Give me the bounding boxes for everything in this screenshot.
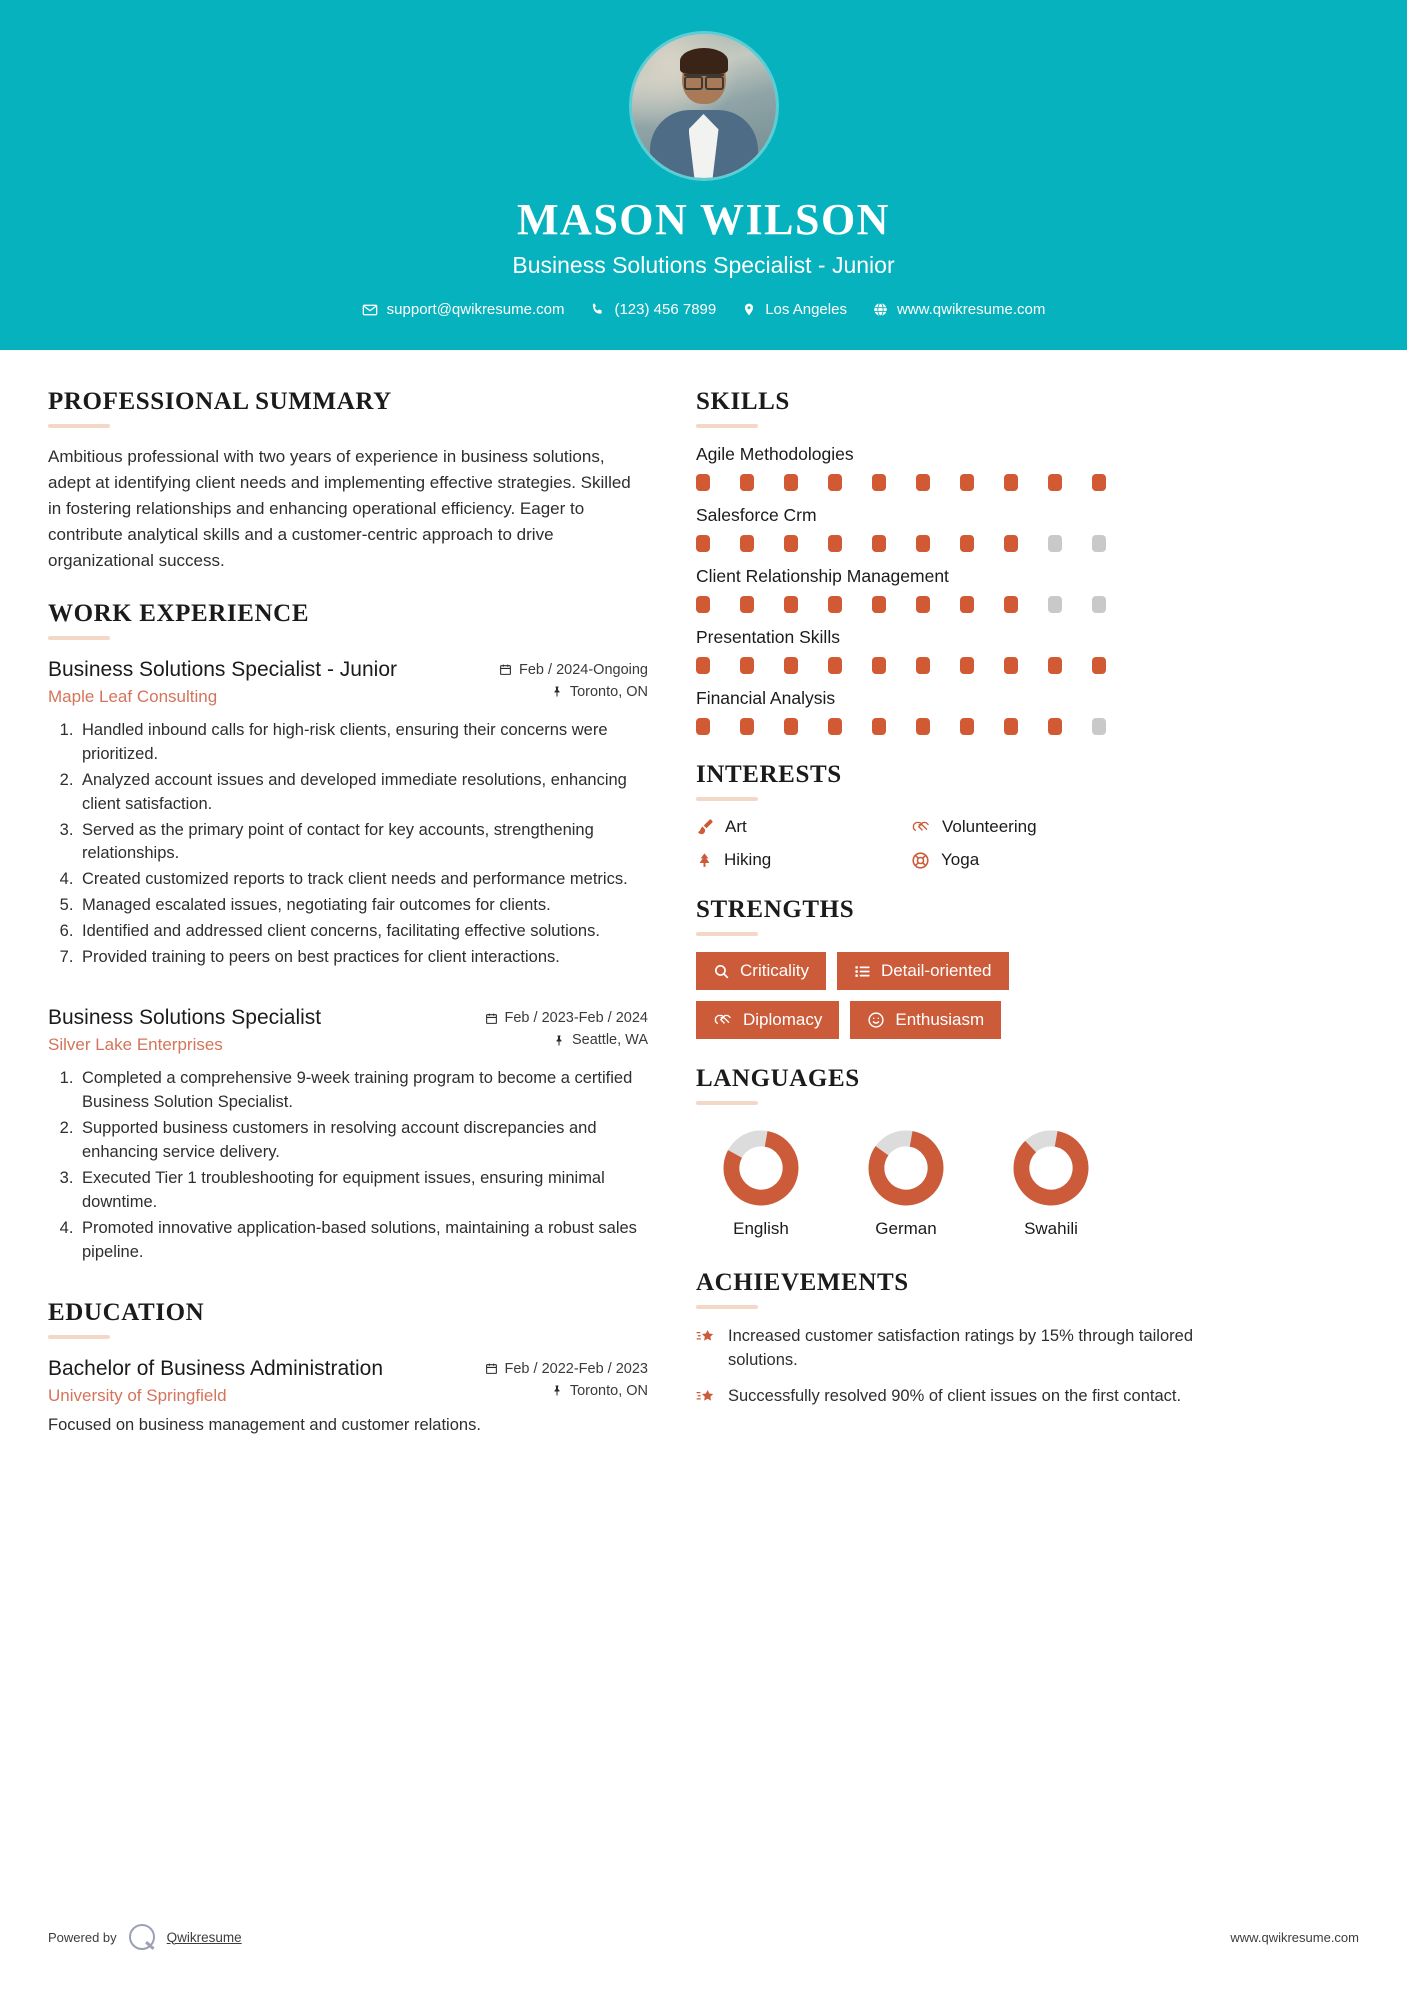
skill-dot-filled xyxy=(828,474,842,491)
work-bullet: 4. Promoted innovative application-based solutions, maintaining a robust sales pipeline. xyxy=(78,1217,648,1265)
work-bullets xyxy=(48,719,648,970)
work-heading: WORK EXPERIENCE xyxy=(48,599,310,627)
skill-dot-filled xyxy=(828,718,842,735)
skill-name: Financial Analysis xyxy=(696,688,836,709)
skill-item xyxy=(696,688,1216,735)
pin-icon xyxy=(551,685,563,698)
powered-by-label: Powered by xyxy=(48,1929,117,1945)
tree-icon xyxy=(696,851,713,870)
avatar-hair xyxy=(680,48,728,74)
calendar-icon xyxy=(485,1362,498,1375)
right-column xyxy=(696,388,1216,1434)
skills-list xyxy=(696,444,1216,735)
language-item xyxy=(696,1129,826,1239)
skill-dot-filled xyxy=(916,596,930,613)
education-heading: EDUCATION xyxy=(48,1298,205,1326)
section-rule xyxy=(696,932,758,936)
skill-dot-empty xyxy=(1092,718,1106,735)
education-school: University of Springfield xyxy=(48,1386,227,1406)
phone-icon xyxy=(590,302,605,317)
skill-dot-filled xyxy=(696,657,710,674)
strength-chip-diplomacy[interactable] xyxy=(696,1001,839,1039)
resume-footer xyxy=(0,1924,1407,1990)
skill-dot-filled xyxy=(784,535,798,552)
work-bullet: 6. Identified and addressed client concerns, facilitating effective solutions. xyxy=(78,920,648,944)
achievements-heading: ACHIEVEMENTS xyxy=(696,1269,909,1297)
smiley-icon xyxy=(867,1011,885,1029)
strength-chip-criticality[interactable] xyxy=(696,952,826,990)
skill-dot-empty xyxy=(1048,535,1062,552)
language-label: English xyxy=(733,1219,789,1239)
skill-dot-filled xyxy=(872,474,886,491)
work-company: Maple Leaf Consulting xyxy=(48,686,218,706)
skill-dot-filled xyxy=(740,474,754,491)
skill-dot-filled xyxy=(828,657,842,674)
skill-dot-filled xyxy=(1048,474,1062,491)
languages-heading: LANGUAGES xyxy=(696,1065,860,1093)
work-entry-meta xyxy=(458,1004,648,1054)
candidate-name: MASON WILSON xyxy=(517,195,890,244)
skill-dot-filled xyxy=(740,657,754,674)
work-entry-meta xyxy=(458,656,648,706)
skill-dot-filled xyxy=(872,596,886,613)
strength-chip-enthusiasm[interactable] xyxy=(850,1001,1001,1039)
strength-label: Detail-oriented xyxy=(880,961,992,981)
work-bullet: 1. Completed a comprehensive 9-week training program to become a certified Business Solution Specialist. xyxy=(78,1067,648,1115)
languages-list xyxy=(696,1121,1116,1239)
language-label: Swahili xyxy=(1024,1219,1078,1239)
skill-dot-filled xyxy=(960,535,974,552)
strength-chip-detail-oriented[interactable] xyxy=(837,952,1009,990)
skill-dot-filled xyxy=(916,718,930,735)
education-date: Feb / 2022-Feb / 2023 xyxy=(504,1360,648,1377)
skill-dot-filled xyxy=(696,596,710,613)
achievement-text: Successfully resolved 90% of client issues on the first contact. xyxy=(728,1387,1182,1406)
section-education xyxy=(48,1299,648,1438)
section-rule xyxy=(696,797,758,801)
section-interests xyxy=(696,761,1216,870)
contact-location[interactable] xyxy=(742,301,847,318)
work-location-line xyxy=(458,684,648,700)
globe-icon xyxy=(873,302,888,317)
skill-dot-filled xyxy=(784,657,798,674)
education-location-line xyxy=(458,1383,648,1399)
skill-dot-filled xyxy=(960,596,974,613)
work-job-title: Business Solutions Specialist xyxy=(48,1006,322,1030)
skill-name: Presentation Skills xyxy=(696,627,840,648)
skill-dot-filled xyxy=(960,718,974,735)
section-languages xyxy=(696,1065,1216,1239)
language-label: German xyxy=(875,1219,937,1239)
section-professional-summary xyxy=(48,388,648,573)
interest-item xyxy=(696,817,901,837)
calendar-icon xyxy=(485,1012,498,1025)
work-bullet: 4. Created customized reports to track client needs and performance metrics. xyxy=(78,868,648,892)
contact-website[interactable] xyxy=(873,301,1045,318)
achievement-item xyxy=(696,1325,1216,1372)
resume-header xyxy=(0,0,1407,350)
skill-dot-empty xyxy=(1092,535,1106,552)
section-rule xyxy=(48,636,110,640)
work-bullet: 3. Served as the primary point of contact for key accounts, strengthening relationships. xyxy=(78,819,648,867)
skill-dot-filled xyxy=(1048,657,1062,674)
qwikresume-brand-link[interactable]: Qwikresume xyxy=(166,1929,242,1945)
achievement-text: Increased customer satisfaction ratings by 15% through tailored solutions. xyxy=(728,1327,1193,1369)
star-icon xyxy=(696,1325,716,1347)
education-location: Toronto, ON xyxy=(569,1382,648,1399)
list-icon xyxy=(854,963,871,980)
location-pin-icon xyxy=(742,301,756,318)
interest-item xyxy=(911,850,1116,870)
work-company: Silver Lake Enterprises xyxy=(48,1035,223,1055)
skill-dot-filled xyxy=(1004,657,1018,674)
work-job-title: Business Solutions Specialist - Junior xyxy=(48,657,398,681)
interest-label: Yoga xyxy=(941,850,980,870)
education-entry-titles xyxy=(48,1355,442,1406)
search-icon xyxy=(713,963,730,980)
skill-dot-filled xyxy=(784,474,798,491)
skill-dot-filled xyxy=(1092,657,1106,674)
work-bullet: 5. Managed escalated issues, negotiating fair outcomes for clients. xyxy=(78,894,648,918)
candidate-role: Business Solutions Specialist - Junior xyxy=(512,252,895,279)
education-description: Focused on business management and customer relations. xyxy=(48,1416,481,1435)
summary-heading: PROFESSIONAL SUMMARY xyxy=(48,388,392,416)
skill-dot-filled xyxy=(916,474,930,491)
work-location: Seattle, WA xyxy=(571,1032,648,1049)
skill-dot-filled xyxy=(784,596,798,613)
skill-dot-filled xyxy=(696,535,710,552)
strength-label: Enthusiasm xyxy=(895,1010,985,1030)
section-rule xyxy=(696,1101,758,1105)
work-bullet: 2. Analyzed account issues and developed immediate resolutions, enhancing client satisfaction. xyxy=(78,769,648,817)
skill-dot-filled xyxy=(1048,718,1062,735)
resume-body xyxy=(0,350,1407,1924)
qwikresume-logo-icon xyxy=(129,1924,155,1950)
skill-dot-filled xyxy=(828,596,842,613)
skill-dot-filled xyxy=(1004,718,1018,735)
skill-item xyxy=(696,566,1216,613)
skill-dot-filled xyxy=(1004,596,1018,613)
language-donut-chart xyxy=(1012,1129,1090,1207)
section-rule xyxy=(48,424,110,428)
strength-label: Criticality xyxy=(740,961,809,981)
contact-email[interactable] xyxy=(362,301,565,318)
interest-label: Volunteering xyxy=(942,817,1037,837)
skill-dot-filled xyxy=(1004,535,1018,552)
work-bullet: 1. Handled inbound calls for high-risk clients, ensuring their concerns were prioritized. xyxy=(78,719,648,767)
work-entry-header xyxy=(48,656,648,707)
footer-website[interactable]: www.qwikresume.com xyxy=(1230,1929,1359,1945)
calendar-icon xyxy=(499,663,512,676)
skill-dot-filled xyxy=(784,718,798,735)
skill-name: Salesforce Crm xyxy=(696,505,817,526)
contact-phone-text: (123) 456 7899 xyxy=(614,301,717,319)
avatar-glasses xyxy=(684,74,724,84)
skill-dot-empty xyxy=(1092,596,1106,613)
section-achievements xyxy=(696,1269,1216,1408)
work-entry xyxy=(48,1004,648,1265)
work-date: Feb / 2023-Feb / 2024 xyxy=(504,1010,648,1027)
section-rule xyxy=(696,1305,758,1309)
skill-dot-filled xyxy=(872,718,886,735)
work-date-line xyxy=(458,662,648,678)
star-icon xyxy=(696,1385,716,1407)
work-entry-header xyxy=(48,1004,648,1055)
entry-spacer xyxy=(48,976,648,1004)
contact-row xyxy=(0,301,1407,318)
interest-label: Art xyxy=(725,817,747,837)
skill-dot-filled xyxy=(916,657,930,674)
strengths-list xyxy=(696,952,1116,1039)
work-entry-titles xyxy=(48,656,442,707)
skill-rating xyxy=(696,596,1106,613)
work-entry xyxy=(48,656,648,971)
education-degree: Bachelor of Business Administration xyxy=(48,1356,384,1380)
contact-location-text: Los Angeles xyxy=(765,301,847,319)
education-date-line xyxy=(458,1361,648,1377)
work-bullets xyxy=(48,1067,648,1264)
skill-name: Agile Methodologies xyxy=(696,444,854,465)
contact-email-text: support@qwikresume.com xyxy=(386,301,565,319)
handshake-icon xyxy=(713,1011,733,1029)
skill-dot-filled xyxy=(1004,474,1018,491)
skill-dot-filled xyxy=(828,535,842,552)
contact-phone[interactable] xyxy=(590,301,716,318)
skill-dot-filled xyxy=(1092,474,1106,491)
language-donut-chart xyxy=(722,1129,800,1207)
work-location-line xyxy=(458,1032,648,1048)
work-entry-titles xyxy=(48,1004,442,1055)
section-strengths xyxy=(696,896,1216,1039)
language-item xyxy=(986,1129,1116,1239)
section-rule xyxy=(696,424,758,428)
skill-dot-filled xyxy=(696,718,710,735)
skill-item xyxy=(696,444,1216,491)
skill-dot-filled xyxy=(740,596,754,613)
language-item xyxy=(841,1129,971,1239)
work-date-line xyxy=(458,1010,648,1026)
skill-dot-filled xyxy=(872,535,886,552)
work-location: Toronto, ON xyxy=(569,683,648,700)
interest-item xyxy=(911,817,1116,837)
skill-name: Client Relationship Management xyxy=(696,566,949,587)
work-bullet: 2. Supported business customers in resolving account discrepancies and enhancing service delivery. xyxy=(78,1117,648,1165)
work-bullet: 7. Provided training to peers on best practices for client interactions. xyxy=(78,946,648,970)
education-entry-meta xyxy=(458,1355,648,1405)
paintbrush-icon xyxy=(696,818,714,836)
left-column xyxy=(48,388,648,1464)
skill-dot-filled xyxy=(916,535,930,552)
handshake-icon xyxy=(911,818,931,836)
skill-dot-empty xyxy=(1048,596,1062,613)
interest-label: Hiking xyxy=(724,850,772,870)
skill-rating xyxy=(696,474,1106,491)
section-work-experience xyxy=(48,600,648,1265)
strengths-heading: STRENGTHS xyxy=(696,896,855,924)
skill-rating xyxy=(696,718,1106,735)
contact-website-text: www.qwikresume.com xyxy=(896,301,1046,319)
skill-item xyxy=(696,627,1216,674)
skills-heading: SKILLS xyxy=(696,388,790,416)
language-donut-chart xyxy=(867,1129,945,1207)
skill-dot-filled xyxy=(960,474,974,491)
achievement-item xyxy=(696,1385,1216,1408)
skill-dot-filled xyxy=(872,657,886,674)
skill-dot-filled xyxy=(740,535,754,552)
work-bullet: 3. Executed Tier 1 troubleshooting for equipment issues, ensuring minimal downtime. xyxy=(78,1167,648,1215)
skill-dot-filled xyxy=(960,657,974,674)
skill-dot-filled xyxy=(740,718,754,735)
education-entry xyxy=(48,1355,648,1438)
strength-label: Diplomacy xyxy=(743,1010,823,1030)
mail-icon xyxy=(362,302,378,318)
interests-grid xyxy=(696,817,1116,870)
summary-text: Ambitious professional with two years of experience in business solutions, adept at identifying client needs and implementing effective strategies. Skilled in fostering relationships and enhancing operational efficiency. Eager to contribute analytical skills and a customer-centric approach to drive organizational success. xyxy=(48,447,631,570)
skill-dot-filled xyxy=(696,474,710,491)
skill-rating xyxy=(696,657,1106,674)
avatar xyxy=(632,34,776,178)
interest-item xyxy=(696,850,901,870)
footer-brand-group xyxy=(48,1924,242,1950)
interests-heading: INTERESTS xyxy=(696,761,842,789)
pin-icon xyxy=(553,1034,565,1047)
skill-rating xyxy=(696,535,1106,552)
education-entry-header xyxy=(48,1355,648,1406)
work-date: Feb / 2024-Ongoing xyxy=(519,661,648,678)
section-rule xyxy=(48,1335,110,1339)
skill-item xyxy=(696,505,1216,552)
section-skills xyxy=(696,388,1216,735)
pin-icon xyxy=(551,1384,563,1397)
lifebuoy-icon xyxy=(911,851,930,870)
